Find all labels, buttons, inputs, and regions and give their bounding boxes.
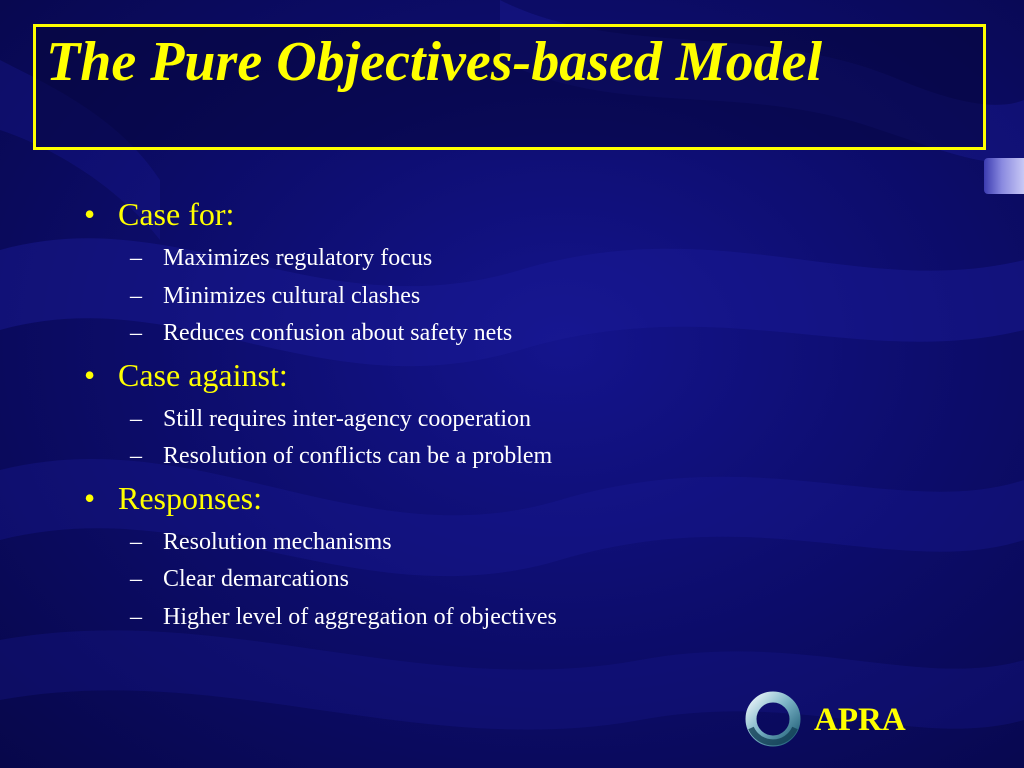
- sub-item: [82, 278, 962, 316]
- slide-content: [82, 192, 962, 636]
- sub-list: [82, 401, 962, 476]
- heading-text: Case for:: [118, 196, 235, 232]
- dash-marker: –: [130, 282, 142, 309]
- sub-item-text: Minimizes cultural clashes: [163, 282, 421, 309]
- apra-brand-text: APRA: [814, 702, 906, 738]
- sub-item-text: Reduces confusion about safety nets: [163, 320, 513, 346]
- sub-item: [82, 599, 962, 637]
- sub-item: [82, 561, 962, 599]
- heading-text: Case against:: [118, 356, 288, 393]
- sub-list: [82, 240, 962, 353]
- bullet-dot: •: [84, 356, 96, 393]
- sub-item-text: Resolution mechanisms: [163, 528, 392, 555]
- bullet-heading: [82, 192, 962, 236]
- section-responses: [82, 476, 962, 637]
- sub-item: [82, 315, 962, 353]
- sub-item-text: Maximizes regulatory focus: [163, 245, 433, 271]
- bullet-dot: •: [84, 479, 96, 516]
- sub-item-text: Clear demarcations: [163, 566, 349, 592]
- section-case-against: [82, 353, 962, 476]
- sub-item-text: Still requires inter-agency cooperation: [163, 405, 532, 432]
- bullet-heading: [82, 353, 962, 397]
- dash-marker: –: [130, 528, 142, 555]
- bullet-dot: •: [84, 196, 96, 232]
- sub-item: [82, 524, 962, 562]
- sub-item: [82, 438, 962, 476]
- sub-item: [82, 240, 962, 278]
- dash-marker: –: [130, 245, 142, 271]
- bullet-heading: [82, 476, 962, 520]
- side-tab-decoration: [984, 158, 1024, 194]
- dash-marker: –: [130, 320, 142, 346]
- apra-ring-logo-icon: [742, 688, 804, 750]
- slide-title: The Pure Objectives-based Model: [46, 31, 823, 93]
- sub-item: [82, 401, 962, 439]
- dash-marker: –: [130, 566, 142, 592]
- dash-marker: –: [130, 405, 142, 432]
- heading-text: Responses:: [118, 479, 262, 516]
- dash-marker: –: [130, 603, 142, 630]
- sub-item-text: Resolution of conflicts can be a problem: [163, 443, 553, 469]
- sub-list: [82, 524, 962, 637]
- sub-item-text: Higher level of aggregation of objectives: [163, 603, 557, 630]
- section-case-for: [82, 192, 962, 353]
- dash-marker: –: [130, 443, 142, 469]
